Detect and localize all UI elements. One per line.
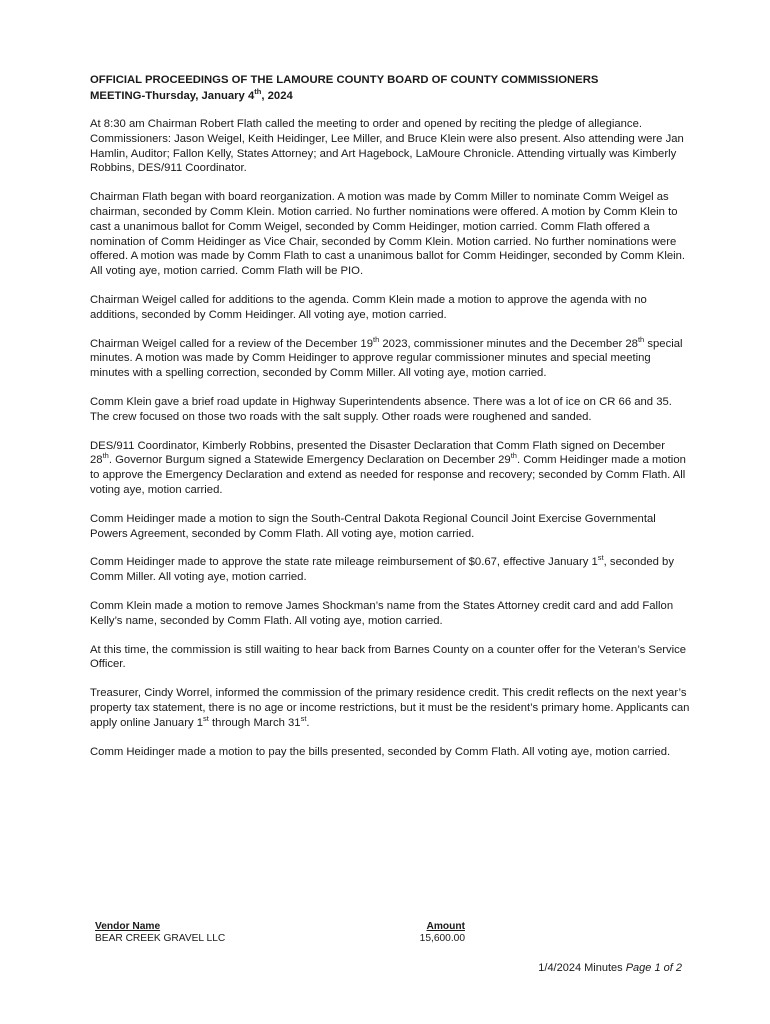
p4-text-a: Chairman Weigel called for a review of the December 19 [90,337,373,350]
paragraph-residence-credit [90,686,690,730]
paragraph-disaster-declaration [90,439,690,498]
paragraph-pay-bills: Comm Heidinger made a motion to pay the bills presented, seconded by Comm Flath. All voting aye, motion carried. [90,745,671,758]
p8-text-b: , seconded by Comm Miller. All voting aye, motion carried. [90,556,674,584]
table-row [95,933,465,945]
p6-text-c: . Comm Heidinger made a motion to approve the Emergency Declaration and extend as needed for response and recovery; seconded by Comm Flath. All voting aye, motion carried. [90,454,686,496]
p6-sup-2: th [510,451,517,461]
page-footer [538,961,682,975]
heading-line-2-prefix: MEETING-Thursday, January 4 [90,90,255,102]
p11-sup-2: st [300,713,307,723]
p11-text-c: . [306,716,310,729]
paragraph-agenda: Chairman Weigel called for additions to the agenda. Comm Klein made a motion to approve the agenda with no additions, seconded by Comm Heidinger. All voting aye, motion carried. [90,293,647,321]
p6-text-b: . Governor Burgum signed a Statewide Emergency Declaration on December 29 [108,454,511,467]
p8-text-a: Comm Heidinger made to approve the state rate mileage reimbursement of $0.67, effective January 1 [90,556,598,569]
p6-text-a: DES/911 Coordinator, Kimberly Robbins, presented the Disaster Declaration that Comm Flath signed on December 28 [90,439,665,467]
heading-line-2-sup: th [254,87,262,97]
p11-text-a: Treasurer, Cindy Worrel, informed the commission of the primary residence credit. This credit reflects on the next year’s property tax statement, there is no age or income restrictions, but it must be the resident’s primary home. Applicants can apply online January 1 [90,687,690,729]
paragraph-reorganization: Chairman Flath began with board reorganization. A motion was made by Comm Miller to nominate Comm Weigel as chairman, seconded by Comm Klein. Motion carried. No further nominations were offered. A motion by Comm Klein to cast a unanimous ballot for Comm Weigel, seconded by Comm Heidinger, motion carried. Comm Flath offered a nomination of Comm Heidinger as Vice Chair, seconded by Comm Klein. Motion carried. No further nominations were offered. A motion was made by Comm Flath to cast a unanimous ballot for Comm Heidinger, seconded by Comm Klein. All voting aye, motion carried. Comm Flath will be PIO. [90,191,686,278]
amount-header: Amount [426,921,465,932]
p6-sup-1: th [102,451,109,461]
vendor-name-header: Vendor Name [95,921,161,932]
heading-line-2-suffix: , 2024 [261,90,293,102]
document-heading [90,72,690,104]
p8-sup: st [597,553,604,563]
bills-table-header [95,921,465,933]
p4-text-b: 2023, commissioner minutes and the December 28 [379,337,638,350]
footer-label: 1/4/2024 Minutes [538,962,626,974]
paragraph-road-update: Comm Klein gave a brief road update in Highway Superintendents absence. There was a lot of ice on CR 66 and 35. The crew focused on those two roads with the salt supply. Other roads were roughened and sanded. [90,395,672,423]
paragraph-regional-council: Comm Heidinger made a motion to sign the South-Central Dakota Regional Council Joint Exercise Governmental Powers Agreement, seconded by Comm Flath. All voting aye, motion carried. [90,512,656,540]
bills-table [95,921,465,945]
footer-page-number: Page 1 of 2 [625,962,682,974]
p11-sup-1: st [203,713,209,723]
paragraph-veterans-officer: At this time, the commission is still waiting to hear back from Barnes County on a counter offer for the Veteran’s Service Officer. [90,643,687,671]
paragraph-credit-card: Comm Klein made a motion to remove James Shockman’s name from the States Attorney credit card and add Fallon Kelly’s name, seconded by Comm Flath. All voting aye, motion carried. [90,599,674,627]
amount-cell: 15,600.00 [419,933,465,944]
p11-text-b: through March 31 [208,716,301,729]
p4-sup-1: th [372,334,380,344]
paragraph-minutes-review [90,334,690,381]
heading-line-1: OFFICIAL PROCEEDINGS OF THE LAMOURE COUNTY BOARD OF COUNTY COMMISSIONERS [90,74,599,86]
p4-sup-2: th [637,334,645,344]
paragraph-call-to-order: At 8:30 am Chairman Robert Flath called the meeting to order and opened by reciting the pledge of allegiance. Commissioners: Jason Weigel, Keith Heidinger, Lee Miller, and Bruce Klein were also present. Also attending were Jan Hamlin, Auditor; Fallon Kelly, States Attorney; and Art Hagebock, LaMoure Chronicle. Attending virtually was Kimberly Robbins, DES/911 Coordinator. [90,118,684,175]
p4-text-c: special minutes. A motion was made by Comm Heidinger to approve regular commissioner minutes and special meeting minutes with a spelling correction, seconded by Comm Miller. All voting aye, motion carried. [90,337,683,380]
minutes-page [90,72,690,773]
vendor-cell: BEAR CREEK GRAVEL LLC [95,933,226,944]
paragraph-mileage [90,555,690,585]
